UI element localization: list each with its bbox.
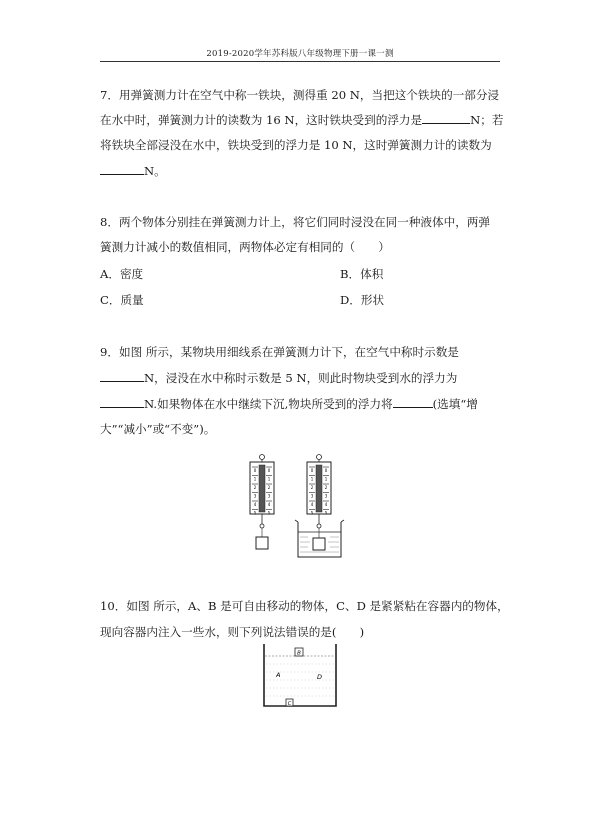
scale-number: 1 <box>324 476 328 482</box>
scale-number: 2 <box>310 485 314 490</box>
q10-line-1: 10．如图 所示，A、B 是可自由移动的物体，C、D 是紧紧粘在容器内的物体， <box>100 599 509 613</box>
q9-blank-3[interactable] <box>393 396 433 408</box>
label-c: C <box>287 701 292 707</box>
q9-line-3-tail: (选填“增 <box>432 397 478 411</box>
q8-option-b[interactable]: B．体积 <box>340 267 384 281</box>
block-in-water <box>313 538 325 550</box>
block-in-air <box>256 537 268 549</box>
q9-blank-2[interactable] <box>100 396 144 408</box>
label-a: A <box>276 671 281 679</box>
scale-number: 1 <box>267 476 271 482</box>
scale-number: 2 <box>324 485 328 490</box>
q9-line-3-text: N.如果物体在水中继续下沉,物块所受到的浮力将 <box>144 397 393 411</box>
q7-line-4 <box>100 163 166 179</box>
scale-number: 4 <box>324 502 328 507</box>
q8-line-2: 簧测力计减小的数值相同，两物体必定有相同的（ ） <box>100 240 390 254</box>
scale-number: 0 <box>267 468 271 473</box>
scale-number: 3 <box>324 493 328 499</box>
scale-number: 3 <box>253 493 257 499</box>
q7-line-2 <box>100 112 503 128</box>
scale-number: 5 <box>310 510 314 516</box>
scale-number: 2 <box>267 485 271 490</box>
q8-option-d[interactable]: D．形状 <box>340 293 385 307</box>
scale-number: 5 <box>324 510 328 516</box>
scale-number: 4 <box>310 502 314 507</box>
scale-number: 1 <box>253 476 257 482</box>
scale-number: 3 <box>267 493 271 499</box>
scale-number: 1 <box>310 476 314 482</box>
header-divider <box>100 61 500 62</box>
scale-number: 5 <box>253 510 257 516</box>
q10-line-2: 现向容器内注入一些水，则下列说法错误的是( ) <box>100 625 365 639</box>
label-d: D <box>317 673 323 681</box>
scale-number: 0 <box>253 468 257 473</box>
q7-blank-1[interactable] <box>422 112 470 124</box>
scale-in-air <box>250 455 274 550</box>
q10-container-figure <box>262 644 338 708</box>
q7-line-1: 7．用弹簧测力计在空气中称一铁块，测得重 20 N，当把这个铁块的一部分浸 <box>100 88 500 102</box>
q9-line-2 <box>100 370 457 386</box>
scale-number: 5 <box>267 510 271 516</box>
scale-number: 4 <box>267 502 271 507</box>
scale-in-water <box>295 455 344 558</box>
q9-blank-1[interactable] <box>100 370 144 382</box>
label-b: B <box>297 650 301 657</box>
q9-spring-scale-figure <box>240 452 360 562</box>
scale-number: 4 <box>253 502 257 507</box>
scale-number: 0 <box>310 468 314 473</box>
scale-number: 0 <box>324 468 328 473</box>
q7-blank-2[interactable] <box>100 163 144 175</box>
q9-line-1: 9．如图 所示，某物块用细线系在弹簧测力计下，在空气中称时示数是 <box>100 345 459 359</box>
q7-line-4-tail: N。 <box>144 164 166 178</box>
page-header-title: 2019-2020学年苏科版八年级物理下册一课一测 <box>206 49 394 59</box>
q8-line-1: 8．两个物体分别挂在弹簧测力计上，将它们同时浸没在同一种液体中，两弹 <box>100 215 490 229</box>
scale-number: 2 <box>253 485 257 490</box>
q9-line-3 <box>100 396 478 412</box>
q9-line-4: 大”“减小”或“不变”)。 <box>100 422 216 436</box>
scale-number: 3 <box>310 493 314 499</box>
q7-line-2-text: 在水中时，弹簧测力计的读数为 16 N，这时铁块受到的浮力是 <box>100 113 423 127</box>
q9-line-2-text: N，浸没在水中称时示数是 5 N，则此时物块受到水的浮力为 <box>144 371 458 385</box>
q7-line-2-tail: N；若 <box>470 113 504 127</box>
q8-option-a[interactable]: A．密度 <box>100 267 144 281</box>
q8-option-c[interactable]: C．质量 <box>100 293 144 307</box>
q7-line-3: 将铁块全部浸没在水中，铁块受到的浮力是 10 N，这时弹簧测力计的读数为 <box>100 138 492 152</box>
